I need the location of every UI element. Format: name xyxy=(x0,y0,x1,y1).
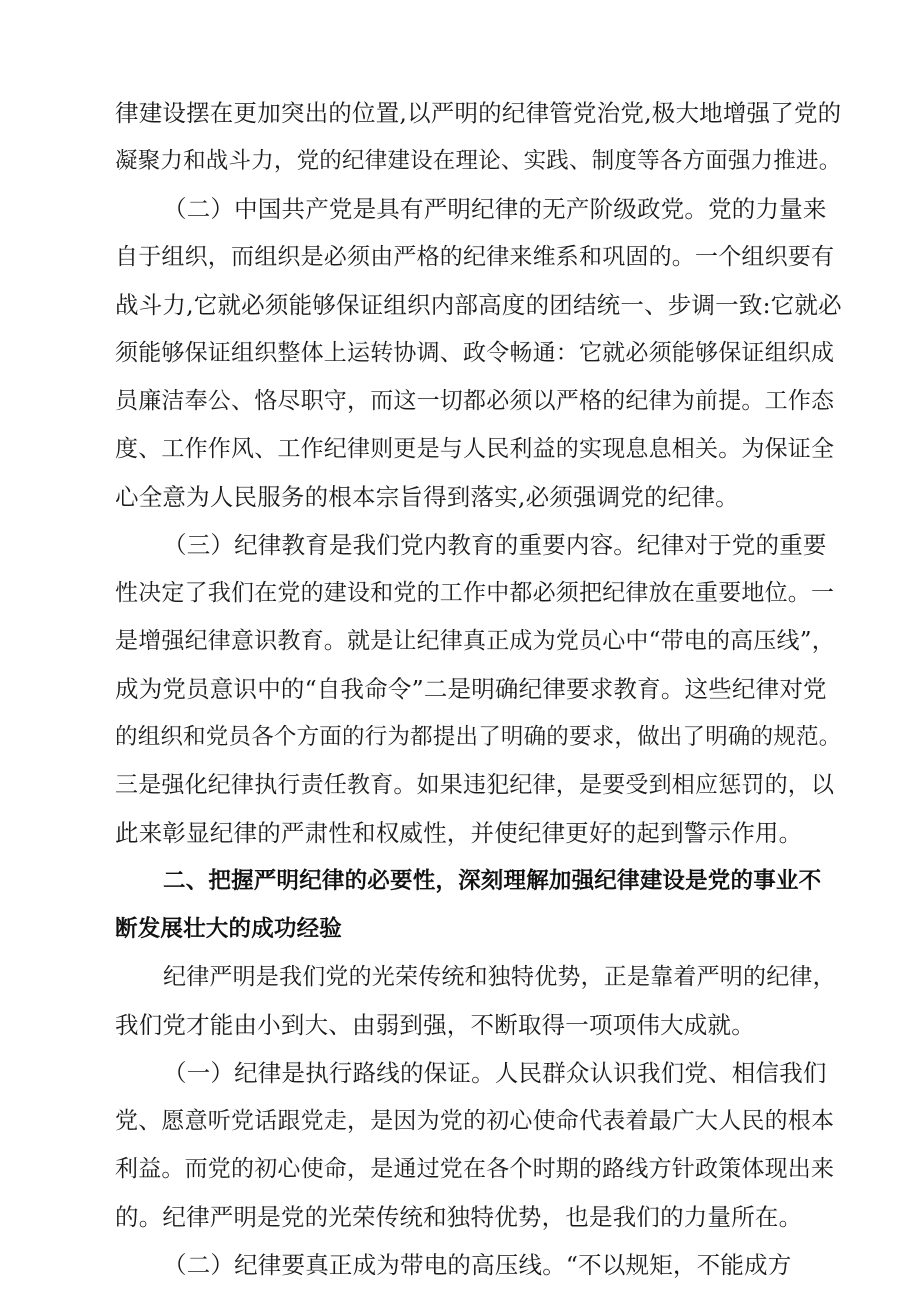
text-line: 三是强化纪律执行责任教育。如果违犯纪律，是要受到相应惩罚的，以 xyxy=(115,772,835,798)
text-line: 心全意为人民服务的根本宗旨得到落实,必须强调党的纪律。 xyxy=(115,483,739,511)
text-line: 凝聚力和战斗力，党的纪律建设在理论、实践、制度等各方面强力推进。 xyxy=(115,148,842,174)
text-line: （二）中国共产党是具有严明纪律的无产阶级政党。党的力量来 xyxy=(163,195,827,223)
text-line: 性决定了我们在党的建设和党的工作中都必须把纪律放在重要地位。一 xyxy=(115,580,835,606)
text-line: 战斗力,它就必须能够保证组织内部高度的团结统一、步调一致:它就必 xyxy=(115,291,842,319)
section-heading: 断发展壮大的成功经验 xyxy=(115,916,343,942)
text-line: 员廉洁奉公、恪尽职守，而这一切都必须以严格的纪律为前提。工作态 xyxy=(115,388,835,414)
text-line: （三）纪律教育是我们党内教育的重要内容。纪律对于党的重要 xyxy=(163,531,827,559)
text-line: （二）纪律要真正成为带电的高压线。“不以规矩，不能成方 xyxy=(163,1251,792,1279)
text-line: 此来彰显纪律的严肃性和权威性，并使纪律更好的起到警示作用。 xyxy=(115,819,803,847)
text-line: 利益。而党的初心使命，是通过党在各个时期的路线方针政策体现出来 xyxy=(115,1156,835,1182)
text-line: 是增强纪律意识教育。就是让纪律真正成为党员心中“带电的高压线”， xyxy=(115,628,835,654)
text-line: 成为党员意识中的“自我命令”二是明确纪律要求教育。这些纪律对党 xyxy=(115,675,827,703)
text-line: 须能够保证组织整体上运转协调、政令畅通：它就必须能够保证组织成 xyxy=(115,340,835,366)
text-line: 党、愿意听党话跟党走，是因为党的初心使命代表着最广大人民的根本 xyxy=(115,1108,835,1134)
text-line: 自于组织，而组织是必须由严格的纪律来维系和巩固的。一个组织要有 xyxy=(115,244,835,270)
text-line: 纪律严明是我们党的光荣传统和独特优势，正是靠着严明的纪律， xyxy=(163,964,836,990)
text-line: 度、工作作风、工作纪律则更是与人民利益的实现息息相关。为保证全 xyxy=(115,436,835,462)
text-line: 我们党才能由小到大、由弱到强，不断取得一项项伟大成就。 xyxy=(115,1011,755,1039)
text-line: 的组织和党员各个方面的行为都提出了明确的要求，做出了明确的规范。 xyxy=(115,724,842,750)
text-line: （一）纪律是执行路线的保证。人民群众认识我们党、相信我们 xyxy=(163,1059,827,1087)
text-line: 律建设摆在更加突出的位置,以严明的纪律管党治党,极大地增强了党的 xyxy=(115,99,842,127)
text-line: 的。纪律严明是党的光荣传统和独特优势，也是我们的力量所在。 xyxy=(115,1203,803,1231)
section-heading: 二、把握严明纪律的必要性，深刻理解加强纪律建设是党的事业不 xyxy=(163,868,822,894)
